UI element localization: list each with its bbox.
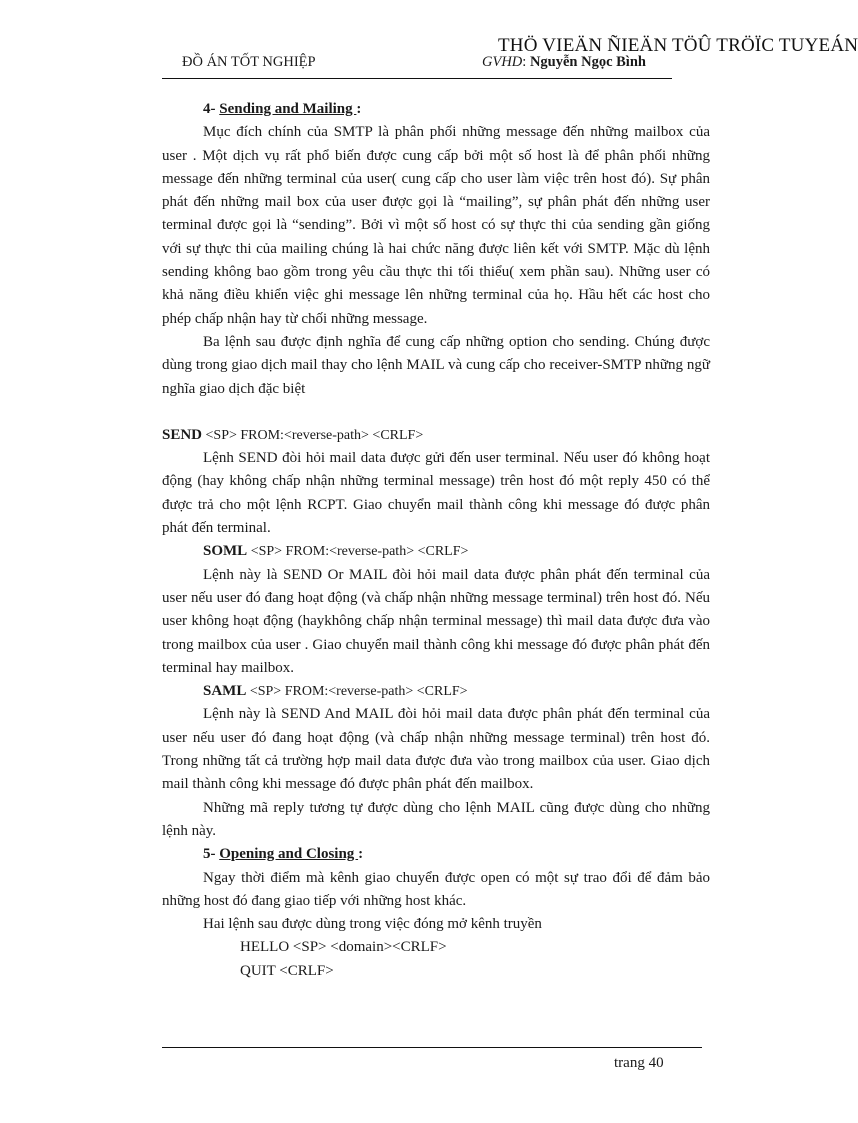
paragraph: Lệnh này là SEND And MAIL đòi hỏi mail data được phân phát đến terminal của user nếu user đó đang hoạt động (và chấp nhận những message terminal) trên host đó. Trong những tất cả trường hợp mail data được đưa vào trong mailbox của user. Giao dịch mail thành công khi message đó được phân phát đến mailbox. xyxy=(162,706,710,793)
command-hello: HELLO <SP> <domain><CRLF> xyxy=(240,939,447,956)
library-watermark: THÖ VIEÄN ÑIEÄN TÖÛ TRÖÏC TUYEÁN xyxy=(498,35,858,56)
command-send xyxy=(162,424,710,447)
page-body xyxy=(162,98,710,983)
paragraph: Lệnh này là SEND Or MAIL đòi hỏi mail data được phân phát đến terminal của user nếu user đó đang hoạt động (và chấp nhận những message terminal) trên host đó. Nếu user không hoạt động (haykhông chấp nhận terminal message) thì mail data được đưa vào trong mailbox của user . Giao chuyển mail thành công khi message đó được phân phát đến terminal hay mailbox. xyxy=(162,566,710,676)
command-keyword: SOML xyxy=(203,543,248,560)
section-title: Sending and Mailing xyxy=(219,101,357,117)
command-keyword: SEND xyxy=(162,426,203,443)
command-saml xyxy=(162,680,710,703)
command-quit: QUIT <CRLF> xyxy=(240,962,334,979)
paragraph: Hai lệnh sau được dùng trong việc đóng mở kênh truyền xyxy=(203,916,542,933)
header-advisor xyxy=(482,54,646,71)
paragraph: Mục đích chính của SMTP là phân phối những message đến những mailbox của user . Một dịch vụ rất phổ biến được cung cấp bởi một số host là để phân phối những message đến những terminal của user( cung cấp cho user làm việc trên host đó). Sự phân phát đến những mail box của user được gọi là “mailing”, sự phân phát đến những user terminal được gọi là “sending”. Bởi vì một số host có sự thực thi của sending gần giống với sự thực thi của mailing chúng là hai chức năng được liên kết với SMTP. Mặc dù lệnh sending không bao gồm trong yêu cầu thực thi tối thiểu( xem phần sau). Những user có khả năng điều khiển việc ghi message lên những terminal của họ. Hầu hết các host cho phép chấp nhận hay từ chối những message. xyxy=(162,124,710,327)
paragraph: Những mã reply tương tự được dùng cho lệnh MAIL cũng được dùng cho những lệnh này. xyxy=(162,799,710,839)
section-number: 5- xyxy=(203,846,220,863)
advisor-separator: : xyxy=(522,54,530,70)
section-colon: : xyxy=(358,846,364,863)
section-title: Opening and Closing xyxy=(219,846,359,863)
spacer xyxy=(162,401,710,424)
advisor-name: Nguyễn Ngọc Bình xyxy=(529,54,646,70)
section-heading-4 xyxy=(162,98,710,121)
section-colon: : xyxy=(356,101,362,117)
paragraph: Ngay thời điểm mà kênh giao chuyển được open có một sự trao đổi để đảm bảo những host đó đang giao tiếp với những host khác. xyxy=(162,869,710,909)
page-number: trang 40 xyxy=(614,1055,664,1071)
footer-rule xyxy=(162,1047,702,1048)
section-number: 4- xyxy=(203,101,220,117)
command-syntax: <SP> FROM:<reverse-path> <CRLF> xyxy=(202,427,424,443)
header-rule xyxy=(162,78,672,79)
command-syntax: <SP> FROM:<reverse-path> <CRLF> xyxy=(247,544,469,560)
command-syntax: <SP> FROM:<reverse-path> <CRLF> xyxy=(246,684,468,700)
paragraph: Ba lệnh sau được định nghĩa để cung cấp những option cho sending. Chúng được dùng trong giao dịch mail thay cho lệnh MAIL và cung cấp cho receiver-SMTP những ngữ nghĩa giao dịch đặc biệt xyxy=(162,333,710,397)
advisor-label: GVHD xyxy=(482,54,523,70)
header-thesis-title: ĐỒ ÁN TỐT NGHIỆP xyxy=(182,54,316,70)
paragraph: Lệnh SEND đòi hỏi mail data được gửi đến user terminal. Nếu user đó không hoạt động (hay không chấp nhận những terminal message) trên host đó một reply 450 có thể được trả cho một lệnh RCPT. Giao chuyển mail thành công khi message đó được phân phát đến terminal. xyxy=(162,450,710,537)
section-heading-5 xyxy=(162,843,710,866)
command-soml xyxy=(162,540,710,563)
command-keyword: SAML xyxy=(203,683,247,700)
